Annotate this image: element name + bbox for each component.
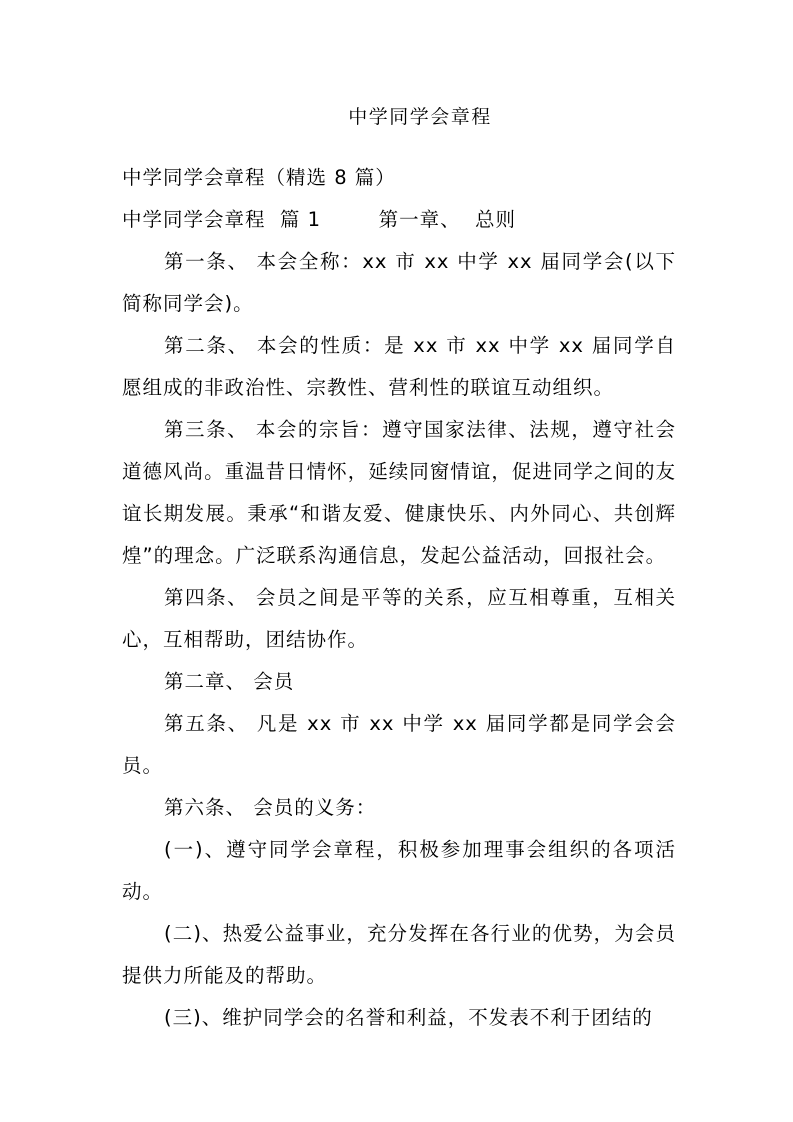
paragraph-article-5: 第五条、 凡是 xx 市 xx 中学 xx 届同学都是同学会会员。: [122, 712, 676, 777]
paragraph-article-2: 第二条、 本会的性质：是 xx 市 xx 中学 xx 届同学自愿组成的非政治性、宗教性、营利性的联谊互动组织。: [122, 334, 676, 399]
document-subtitle: 中学同学会章程（精选 8 篇）: [122, 166, 396, 189]
section-heading: 中学同学会章程 篇 1 第一章、 总则: [122, 208, 516, 231]
list-item-1: (一)、遵守同学会章程，积极参加理事会组织的各项活动。: [122, 838, 676, 903]
document-body: [122, 157, 676, 1039]
paragraph-article-1: 第一条、 本会全称：xx 市 xx 中学 xx 届同学会(以下简称同学会)。: [122, 250, 676, 315]
list-item-2: (二)、热爱公益事业，充分发挥在各行业的优势，为会员提供力所能及的帮助。: [122, 922, 676, 987]
paragraph-article-3: 第三条、 本会的宗旨：遵守国家法律、法规，遵守社会道德风尚。重温昔日情怀，延续同窗情谊，促进同学之间的友谊长期发展。秉承“和谐友爱、健康快乐、内外同心、共创辉煌”的理念。广泛联系沟通信息，发起公益活动，回报社会。: [122, 418, 676, 567]
list-item-3: (三)、维护同学会的名誉和利益，不发表不利于团结的: [164, 1006, 653, 1029]
document-title: 中学同学会章程: [348, 106, 492, 128]
chapter-2-heading: 第二章、 会员: [164, 670, 295, 693]
paragraph-article-4: 第四条、 会员之间是平等的关系，应互相尊重，互相关心，互相帮助，团结协作。: [122, 586, 676, 651]
paragraph-article-6: 第六条、 会员的义务：: [164, 796, 377, 819]
